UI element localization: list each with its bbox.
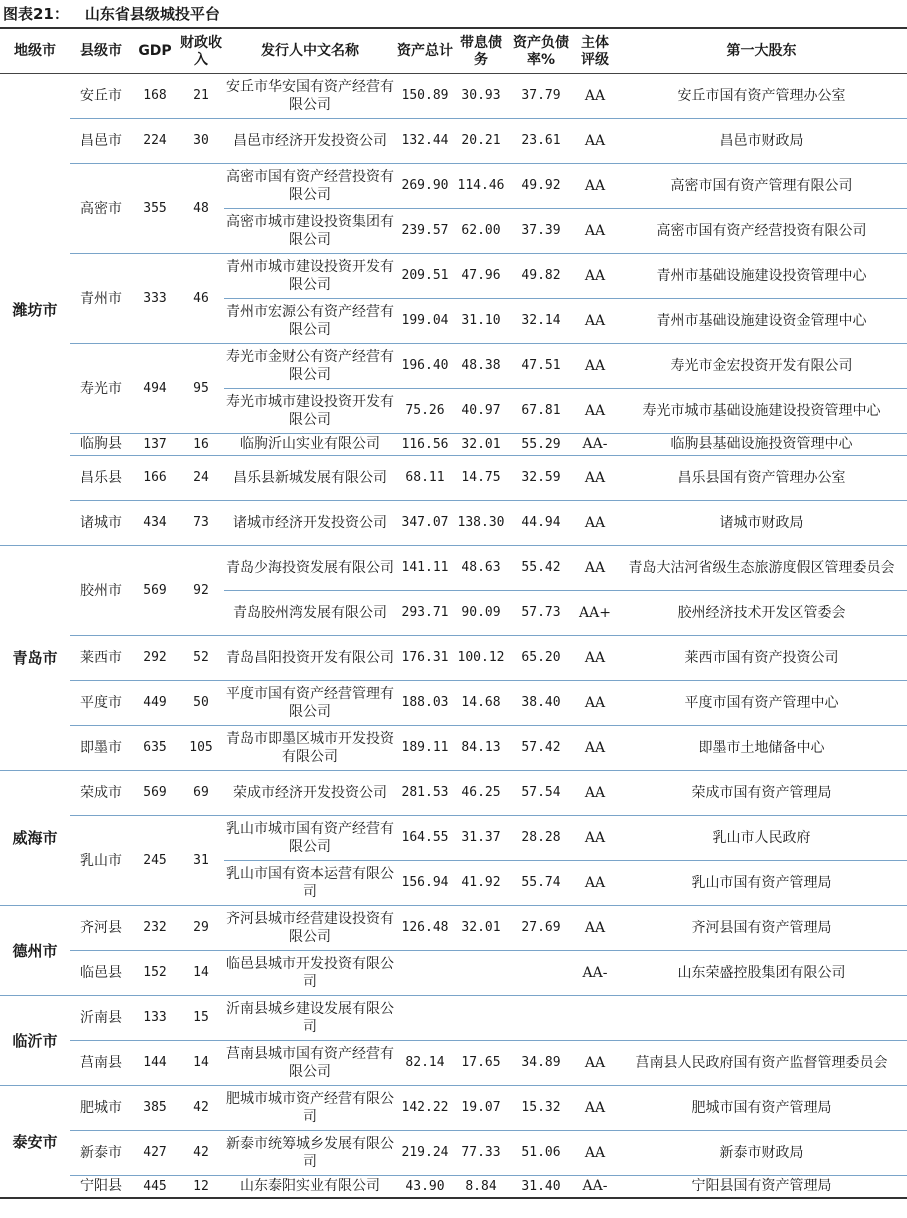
prefecture-cell: 泰安市 [0, 1086, 70, 1199]
debt-cell [454, 951, 508, 996]
ratio-cell: 55.74 [508, 861, 574, 906]
debt-cell: 32.01 [454, 434, 508, 456]
header-debt: 带息债务 [454, 30, 508, 74]
rating-cell: AA [574, 164, 616, 209]
holder-cell: 乳山市国有资产管理局 [616, 861, 907, 906]
rating-cell: AA [574, 209, 616, 254]
rating-cell: AA [574, 299, 616, 344]
table-row [0, 344, 907, 389]
rating-cell: AA- [574, 434, 616, 456]
revenue-cell: 24 [178, 456, 224, 501]
ratio-cell: 65.20 [508, 636, 574, 681]
ratio-cell: 27.69 [508, 906, 574, 951]
issuer-cell: 青岛市即墨区城市开发投资有限公司 [224, 726, 396, 771]
table-row [0, 996, 907, 1041]
holder-cell: 宁阳县国有资产管理局 [616, 1176, 907, 1199]
debt-cell: 48.63 [454, 546, 508, 591]
revenue-cell: 15 [178, 996, 224, 1041]
county-cell: 肥城市 [70, 1086, 132, 1131]
table-row [0, 906, 907, 951]
rating-cell: AA [574, 456, 616, 501]
table-row [0, 951, 907, 996]
ratio-cell: 55.29 [508, 434, 574, 456]
table-row [0, 434, 907, 456]
revenue-cell: 48 [178, 164, 224, 254]
rating-cell: AA [574, 1086, 616, 1131]
issuer-cell: 山东泰阳实业有限公司 [224, 1176, 396, 1199]
county-cell: 莒南县 [70, 1041, 132, 1086]
debt-cell: 41.92 [454, 861, 508, 906]
holder-cell: 平度市国有资产管理中心 [616, 681, 907, 726]
revenue-cell: 50 [178, 681, 224, 726]
revenue-cell: 73 [178, 501, 224, 546]
caption-text: 山东省县级城投平台 [84, 5, 220, 23]
gdp-cell: 434 [132, 501, 178, 546]
gdp-cell: 137 [132, 434, 178, 456]
issuer-cell: 莒南县城市国有资产经营有限公司 [224, 1041, 396, 1086]
holder-cell: 青州市基础设施建设资金管理中心 [616, 299, 907, 344]
county-cell: 平度市 [70, 681, 132, 726]
ratio-cell: 37.39 [508, 209, 574, 254]
ratio-cell: 47.51 [508, 344, 574, 389]
gdp-cell: 569 [132, 546, 178, 636]
gdp-cell: 144 [132, 1041, 178, 1086]
header-rating: 主体评级 [574, 30, 616, 74]
assets-cell: 239.57 [396, 209, 454, 254]
table-row [0, 1041, 907, 1086]
county-cell: 胶州市 [70, 546, 132, 636]
debt-cell: 77.33 [454, 1131, 508, 1176]
holder-cell: 齐河县国有资产管理局 [616, 906, 907, 951]
rating-cell: AA [574, 816, 616, 861]
ratio-cell [508, 951, 574, 996]
gdp-cell: 133 [132, 996, 178, 1041]
county-cell: 安丘市 [70, 74, 132, 119]
revenue-cell: 29 [178, 906, 224, 951]
revenue-cell: 30 [178, 119, 224, 164]
debt-cell: 114.46 [454, 164, 508, 209]
table-row [0, 681, 907, 726]
assets-cell [396, 951, 454, 996]
assets-cell: 142.22 [396, 1086, 454, 1131]
holder-cell: 诸城市财政局 [616, 501, 907, 546]
issuer-cell: 青州市城市建设投资开发有限公司 [224, 254, 396, 299]
table-row [0, 119, 907, 164]
header-row [0, 30, 907, 74]
header-holder: 第一大股东 [616, 30, 907, 74]
rating-cell: AA [574, 1131, 616, 1176]
county-cell: 诸城市 [70, 501, 132, 546]
holder-cell: 昌邑市财政局 [616, 119, 907, 164]
revenue-cell: 69 [178, 771, 224, 816]
ratio-cell: 55.42 [508, 546, 574, 591]
table-row [0, 164, 907, 209]
caption-number: 图表21： [3, 5, 69, 23]
ratio-cell: 32.14 [508, 299, 574, 344]
debt-cell: 100.12 [454, 636, 508, 681]
header-issuer: 发行人中文名称 [224, 30, 396, 74]
revenue-cell: 42 [178, 1131, 224, 1176]
issuer-cell: 昌乐县新城发展有限公司 [224, 456, 396, 501]
prefecture-cell: 德州市 [0, 906, 70, 996]
table-row [0, 546, 907, 591]
rating-cell: AA [574, 636, 616, 681]
top-rule [0, 27, 907, 29]
rating-cell: AA [574, 501, 616, 546]
lgfv-table [0, 30, 907, 1199]
ratio-cell: 31.40 [508, 1176, 574, 1199]
holder-cell: 寿光市金宏投资开发有限公司 [616, 344, 907, 389]
debt-cell: 47.96 [454, 254, 508, 299]
county-cell: 新泰市 [70, 1131, 132, 1176]
assets-cell: 293.71 [396, 591, 454, 636]
issuer-cell: 安丘市华安国有资产经营有限公司 [224, 74, 396, 119]
issuer-cell: 临邑县城市开发投资有限公司 [224, 951, 396, 996]
header-county: 县级市 [70, 30, 132, 74]
assets-cell: 209.51 [396, 254, 454, 299]
issuer-cell: 高密市国有资产经营投资有限公司 [224, 164, 396, 209]
gdp-cell: 224 [132, 119, 178, 164]
table-body [0, 74, 907, 1199]
rating-cell: AA [574, 906, 616, 951]
revenue-cell: 14 [178, 951, 224, 996]
assets-cell: 156.94 [396, 861, 454, 906]
table-row [0, 1176, 907, 1199]
issuer-cell: 新泰市统筹城乡发展有限公司 [224, 1131, 396, 1176]
header-assets: 资产总计 [396, 30, 454, 74]
table-row [0, 501, 907, 546]
revenue-cell: 52 [178, 636, 224, 681]
issuer-cell: 齐河县城市经营建设投资有限公司 [224, 906, 396, 951]
debt-cell: 90.09 [454, 591, 508, 636]
county-cell: 昌乐县 [70, 456, 132, 501]
header-gdp: GDP [132, 30, 178, 74]
table-row [0, 726, 907, 771]
revenue-cell: 42 [178, 1086, 224, 1131]
issuer-cell: 平度市国有资产经营管理有限公司 [224, 681, 396, 726]
issuer-cell: 诸城市经济开发投资公司 [224, 501, 396, 546]
rating-cell: AA [574, 861, 616, 906]
rating-cell: AA [574, 1041, 616, 1086]
ratio-cell: 34.89 [508, 1041, 574, 1086]
rating-cell: AA- [574, 1176, 616, 1199]
holder-cell: 安丘市国有资产管理办公室 [616, 74, 907, 119]
issuer-cell: 临朐沂山实业有限公司 [224, 434, 396, 456]
assets-cell: 189.11 [396, 726, 454, 771]
assets-cell: 176.31 [396, 636, 454, 681]
assets-cell: 82.14 [396, 1041, 454, 1086]
assets-cell: 219.24 [396, 1131, 454, 1176]
ratio-cell: 44.94 [508, 501, 574, 546]
county-cell: 沂南县 [70, 996, 132, 1041]
ratio-cell: 51.06 [508, 1131, 574, 1176]
rating-cell: AA [574, 771, 616, 816]
assets-cell: 43.90 [396, 1176, 454, 1199]
holder-cell: 新泰市财政局 [616, 1131, 907, 1176]
holder-cell: 临朐县基础设施投资管理中心 [616, 434, 907, 456]
holder-cell: 荣成市国有资产管理局 [616, 771, 907, 816]
prefecture-cell: 威海市 [0, 771, 70, 906]
table-row [0, 254, 907, 299]
issuer-cell: 高密市城市建设投资集团有限公司 [224, 209, 396, 254]
holder-cell: 寿光市城市基础设施建设投资管理中心 [616, 389, 907, 434]
debt-cell: 14.75 [454, 456, 508, 501]
holder-cell: 莒南县人民政府国有资产监督管理委员会 [616, 1041, 907, 1086]
ratio-cell: 49.82 [508, 254, 574, 299]
debt-cell: 84.13 [454, 726, 508, 771]
assets-cell: 68.11 [396, 456, 454, 501]
assets-cell: 188.03 [396, 681, 454, 726]
debt-cell: 46.25 [454, 771, 508, 816]
gdp-cell: 333 [132, 254, 178, 344]
ratio-cell [508, 996, 574, 1041]
holder-cell: 肥城市国有资产管理局 [616, 1086, 907, 1131]
gdp-cell: 166 [132, 456, 178, 501]
assets-cell [396, 996, 454, 1041]
county-cell: 齐河县 [70, 906, 132, 951]
table-row [0, 456, 907, 501]
assets-cell: 281.53 [396, 771, 454, 816]
assets-cell: 150.89 [396, 74, 454, 119]
holder-cell: 高密市国有资产经营投资有限公司 [616, 209, 907, 254]
issuer-cell: 寿光市城市建设投资开发有限公司 [224, 389, 396, 434]
debt-cell: 62.00 [454, 209, 508, 254]
county-cell: 即墨市 [70, 726, 132, 771]
holder-cell: 青州市基础设施建设投资管理中心 [616, 254, 907, 299]
ratio-cell: 15.32 [508, 1086, 574, 1131]
issuer-cell: 荣成市经济开发投资公司 [224, 771, 396, 816]
assets-cell: 196.40 [396, 344, 454, 389]
debt-cell: 48.38 [454, 344, 508, 389]
county-cell: 临朐县 [70, 434, 132, 456]
debt-cell: 31.37 [454, 816, 508, 861]
revenue-cell: 92 [178, 546, 224, 636]
county-cell: 昌邑市 [70, 119, 132, 164]
county-cell: 寿光市 [70, 344, 132, 434]
issuer-cell: 青岛少海投资发展有限公司 [224, 546, 396, 591]
rating-cell: AA [574, 254, 616, 299]
holder-cell: 胶州经济技术开发区管委会 [616, 591, 907, 636]
assets-cell: 126.48 [396, 906, 454, 951]
debt-cell: 14.68 [454, 681, 508, 726]
rating-cell: AA+ [574, 591, 616, 636]
county-cell: 乳山市 [70, 816, 132, 906]
debt-cell: 32.01 [454, 906, 508, 951]
county-cell: 高密市 [70, 164, 132, 254]
rating-cell: AA- [574, 951, 616, 996]
rating-cell: AA [574, 389, 616, 434]
issuer-cell: 乳山市国有资本运营有限公司 [224, 861, 396, 906]
revenue-cell: 16 [178, 434, 224, 456]
issuer-cell: 青岛胶州湾发展有限公司 [224, 591, 396, 636]
ratio-cell: 32.59 [508, 456, 574, 501]
county-cell: 荣成市 [70, 771, 132, 816]
ratio-cell: 28.28 [508, 816, 574, 861]
issuer-cell: 肥城市城市资产经营有限公司 [224, 1086, 396, 1131]
debt-cell: 30.93 [454, 74, 508, 119]
issuer-cell: 乳山市城市国有资产经营有限公司 [224, 816, 396, 861]
gdp-cell: 355 [132, 164, 178, 254]
gdp-cell: 232 [132, 906, 178, 951]
holder-cell: 莱西市国有资产投资公司 [616, 636, 907, 681]
county-cell: 宁阳县 [70, 1176, 132, 1199]
ratio-cell: 57.73 [508, 591, 574, 636]
ratio-cell: 37.79 [508, 74, 574, 119]
issuer-cell: 青州市宏源公有资产经营有限公司 [224, 299, 396, 344]
prefecture-cell: 临沂市 [0, 996, 70, 1086]
holder-cell: 高密市国有资产管理有限公司 [616, 164, 907, 209]
revenue-cell: 95 [178, 344, 224, 434]
gdp-cell: 245 [132, 816, 178, 906]
prefecture-cell: 潍坊市 [0, 74, 70, 546]
holder-cell: 山东荣盛控股集团有限公司 [616, 951, 907, 996]
table-row [0, 74, 907, 119]
revenue-cell: 31 [178, 816, 224, 906]
debt-cell: 40.97 [454, 389, 508, 434]
rating-cell: AA [574, 344, 616, 389]
gdp-cell: 635 [132, 726, 178, 771]
table-row [0, 771, 907, 816]
county-cell: 莱西市 [70, 636, 132, 681]
ratio-cell: 49.92 [508, 164, 574, 209]
gdp-cell: 449 [132, 681, 178, 726]
holder-cell: 昌乐县国有资产管理办公室 [616, 456, 907, 501]
gdp-cell: 569 [132, 771, 178, 816]
gdp-cell: 168 [132, 74, 178, 119]
table-caption [3, 2, 220, 26]
rating-cell: AA [574, 119, 616, 164]
holder-cell: 即墨市土地储备中心 [616, 726, 907, 771]
header-revenue: 财政收入 [178, 30, 224, 74]
holder-cell [616, 996, 907, 1041]
debt-cell: 31.10 [454, 299, 508, 344]
revenue-cell: 14 [178, 1041, 224, 1086]
debt-cell: 8.84 [454, 1176, 508, 1199]
gdp-cell: 385 [132, 1086, 178, 1131]
debt-cell [454, 996, 508, 1041]
table-row [0, 1086, 907, 1131]
revenue-cell: 21 [178, 74, 224, 119]
assets-cell: 164.55 [396, 816, 454, 861]
ratio-cell: 23.61 [508, 119, 574, 164]
gdp-cell: 152 [132, 951, 178, 996]
rating-cell: AA [574, 546, 616, 591]
assets-cell: 141.11 [396, 546, 454, 591]
assets-cell: 116.56 [396, 434, 454, 456]
county-cell: 青州市 [70, 254, 132, 344]
ratio-cell: 57.54 [508, 771, 574, 816]
assets-cell: 269.90 [396, 164, 454, 209]
gdp-cell: 427 [132, 1131, 178, 1176]
rating-cell [574, 996, 616, 1041]
assets-cell: 347.07 [396, 501, 454, 546]
assets-cell: 75.26 [396, 389, 454, 434]
rating-cell: AA [574, 726, 616, 771]
revenue-cell: 46 [178, 254, 224, 344]
county-cell: 临邑县 [70, 951, 132, 996]
issuer-cell: 昌邑市经济开发投资公司 [224, 119, 396, 164]
debt-cell: 138.30 [454, 501, 508, 546]
debt-cell: 19.07 [454, 1086, 508, 1131]
holder-cell: 青岛大沽河省级生态旅游度假区管理委员会 [616, 546, 907, 591]
assets-cell: 132.44 [396, 119, 454, 164]
gdp-cell: 445 [132, 1176, 178, 1199]
revenue-cell: 105 [178, 726, 224, 771]
issuer-cell: 青岛昌阳投资开发有限公司 [224, 636, 396, 681]
gdp-cell: 494 [132, 344, 178, 434]
issuer-cell: 寿光市金财公有资产经营有限公司 [224, 344, 396, 389]
table-row [0, 816, 907, 861]
header-ratio: 资产负债率% [508, 30, 574, 74]
header-prefecture: 地级市 [0, 30, 70, 74]
table-row [0, 1131, 907, 1176]
table-row [0, 636, 907, 681]
ratio-cell: 67.81 [508, 389, 574, 434]
gdp-cell: 292 [132, 636, 178, 681]
rating-cell: AA [574, 681, 616, 726]
ratio-cell: 57.42 [508, 726, 574, 771]
revenue-cell: 12 [178, 1176, 224, 1199]
holder-cell: 乳山市人民政府 [616, 816, 907, 861]
rating-cell: AA [574, 74, 616, 119]
debt-cell: 20.21 [454, 119, 508, 164]
issuer-cell: 沂南县城乡建设发展有限公司 [224, 996, 396, 1041]
ratio-cell: 38.40 [508, 681, 574, 726]
assets-cell: 199.04 [396, 299, 454, 344]
debt-cell: 17.65 [454, 1041, 508, 1086]
prefecture-cell: 青岛市 [0, 546, 70, 771]
